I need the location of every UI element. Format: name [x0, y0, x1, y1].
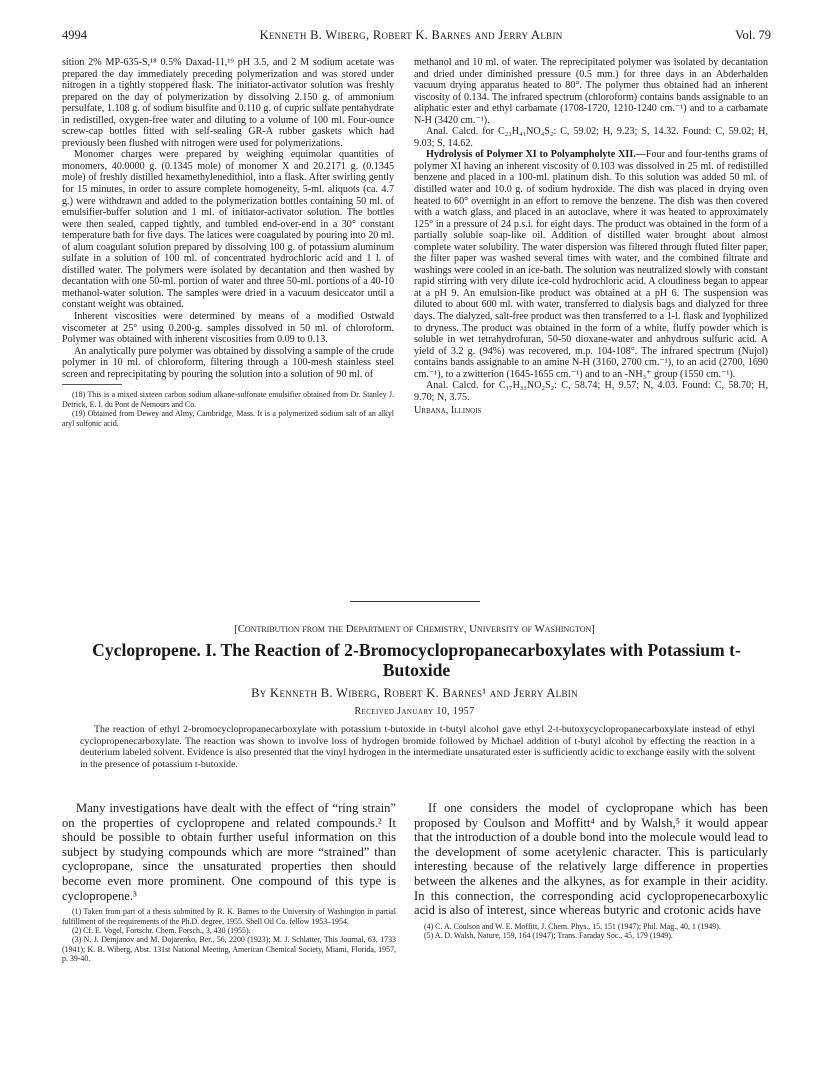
received-date: Received January 10, 1957: [354, 706, 475, 717]
volume-label: Vol. 79: [735, 28, 771, 42]
location-line: Urbana, Illinois: [414, 405, 482, 417]
running-head: [62, 28, 771, 44]
footnote: (19) Obtained from Dewey and Almy, Cambridge, Mass. It is a polymerized sodium salt of an alkyl aryl sulfonic acid.: [62, 409, 394, 428]
footnote: (3) N. J. Demjanov and M. Dojarenko, Ber., 56, 2200 (1923); M. J. Schlatter, This Journal, 63, 1733 (1941); K. B. Wiberg, Abst. 131st National Meeting, American Chemical Society, Miami, Florida, 1957, p. 39-40.: [62, 935, 396, 964]
paragraph: Many investigations have dealt with the effect of “ring strain” on the properties of cyclopropene and related compounds.² It should be possible to obtain further useful information on this subject by studying compounds which are more “strained” than cyclopropane, since the unsaturated properties then should become even more prominent. One compound of this type is cyclopropene.³: [62, 801, 396, 903]
paragraph: Inherent viscosities were determined by means of a modified Ostwald viscometer at 25° using 0.200-g. samples dissolved in 50 ml. of chloroform. Polymer was obtained with inherent viscosities from 0.09 to 0.13.: [62, 311, 394, 346]
paragraph: sition 2% MP-635-S,¹⁸ 0.5% Daxad-11,¹⁹ pH 3.5, and 2 M sodium acetate was prepared the day immediately preceding polymerization and was stored under nitrogen in a tightly stoppered flask. The initiator-activator solution was freshly prepared on the day of polymerization by dissolving 2.150 g. of ammonium persulfate, 1.108 g. of sodium bisulfite and 0.110 g. of cupric sulfate pentahydrate in redistilled, oxygen-free water and diluting to a volume of 100 ml. Four-ounce screw-cap bottles fitted with self-sealing GR-A rubber gaskets which had previously been flushed with nitrogen were used for polymerizations.: [62, 57, 394, 149]
analysis-line: Anal. Calcd. for C₁₇H₃₃NO₂S₂: C, 58.74; H, 9.57; N, 4.03. Found: C, 58.70; H, 9.70; N, 3.75.: [414, 380, 768, 403]
contribution-line: [Contribution from the Department of Chemistry, University of Washington]: [234, 623, 595, 635]
section-paragraph: [414, 149, 768, 380]
page-number: 4994: [62, 28, 87, 42]
running-head-authors: Kenneth B. Wiberg, Robert K. Barnes and Jerry Albin: [259, 28, 563, 42]
paragraph: An analytically pure polymer was obtained by dissolving a sample of the crude polymer in 10 ml. of chloroform, filtering through a 100-mesh stainless steel screen and reprecipitating by pouring the solution into a solution of 90 ml. of: [62, 345, 394, 380]
article-byline: By Kenneth B. Wiberg, Robert K. Barnes¹ and Jerry Albin: [251, 686, 578, 700]
footnote: (4) C. A. Coulson and W. E. Moffitt, J. Chem. Phys., 15, 151 (1947); Phil. Mag., 40, 1 (1949).: [424, 921, 721, 931]
footnote: (18) This is a mixed sixteen carbon sodium alkane-sulfonate emulsifier obtained from Dr. Stanley J. Detrick, E. I. du Pont de Nemours and Co.: [62, 390, 394, 409]
paragraph: Monomer charges were prepared by weighing equimolar quantities of monomers, 40.0000 g. (0.1345 mole) of monomer X and 20.2171 g. (0.1345 mole) of freshly distilled hexamethylenedithiol, into a flask. After swirling gently for 15 minutes, in order to assure complete homogeneity, 5-ml. aliquots (ca. 4.7 g.) were withdrawn and added to the polymerization bottles containing 50 ml. of emulsifier-buffer solution and 1 ml. of initiator-activator solution. The bottles were then sealed, capped tightly, and tumbled end-over-end in a 30° constant temperature bath for five days. The latices were coagulated by pouring into 20 ml. of alum coagulant solution prepared by dissolving 100 g. of potassium aluminum sulfate in a solution of 100 ml. of concentrated hydrochloric acid and 1 l. of distilled water. The polymers were isolated by decantation and then washed by decantation with one 50-ml. portion of water and three 50-ml. portions of a 40-10 methanol-water solution. The samples were dried in a vacuum desiccator until a constant weight was obtained.: [62, 149, 394, 311]
paragraph: If one considers the model of cyclopropane which has been proposed by Coulson and Moffitt⁴ and by Walsh,⁵ it would appear that the introduction of a double bond into the molecule would lead to the development of some acetylenic character. This is particularly interesting because of the relatively large difference in properties between the alkenes and the alkynes, as for example in their acidity. In this connection, the corresponding acid cyclopropenecarboxylic acid is also of interest, since whereas butyric and crotonic acids have: [414, 801, 768, 918]
prev-article-right-column: [414, 57, 768, 417]
paragraph: methanol and 10 ml. of water. The reprecipitated polymer was isolated by decantation and dried under diminished pressure (0.5 mm.) for three days in an Abderhalden vacuum drying apparatus heated to 80°. The polymer thus obtained had an inherent viscosity of 0.134. The infrared spectrum (chloroform) contains bands assignable to an aliphatic ester and ethyl carbamate (1708-1720, 1210-1240 cm.⁻¹) and to a carbamate N-H (3420 cm.⁻¹).: [414, 57, 768, 126]
footnote: (1) Taken from part of a thesis submitted by R. K. Barnes to the University of Washington in partial fulfillment of the requirements of the Ph.D. degree, 1955. Shell Oil Co. fellow 1953–1954.: [62, 907, 396, 926]
section-heading: Hydrolysis of Polymer XI to Polyampholyte XII.—: [426, 149, 646, 161]
abstract: The reaction of ethyl 2-bromocyclopropanecarboxylate with potassium t-butoxide in t-butyl alcohol gave ethyl 2-t-butoxycyclopropanecarboxylate instead of ethyl cyclopropenecarboxylate. The reaction was shown to involve loss of hydrogen bromide followed by Michael addition of t-butyl alcohol by effecting the reaction in a deuterium labeled solvent. Evidence is also presented that the vinyl hydrogen in the intermediate unsaturated ester is sufficiently acidic to exchange easily with the solvent in the presence of potassium t-butoxide.: [80, 724, 755, 770]
footnote-rule: [62, 384, 122, 385]
body-right-column: [414, 801, 768, 941]
prev-article-left-column: [62, 57, 394, 428]
analysis-line: Anal. Calcd. for C₂₃H₄₁NO₄S₂: C, 59.02; H, 9.23; S, 14.32. Found: C, 59.02; H, 9.03; S, 14.62.: [414, 126, 768, 149]
section-text: Four and four-tenths grams of polymer XI having an inherent viscosity of 0.103 was dissolved in 25 ml. of redistilled benzene and placed in a 100-ml. platinum dish. To this solution was added 50 ml. of distilled water and 10.0 g. of sodium hydroxide. The dish was placed in drying oven heated to 60° overnight in an effort to remove the benzene. The dish was then covered with a watch glass, and placed in an autoclave, where it was heated to approximately 125° in a pressure of 24 p.s.i. for eight days. The product was obtained in the form of a partially soluble soap-like oil. Addition of distilled water brought about almost complete water solubility. The water dispersion was filtered through fluted filter paper, the filter paper was washed several times with water, and the combined filtrate and washings were cooled in an ice-bath. The solution was neutralized slowly with constant rapid stirring with very dilute ice-cold hydrochloric acid. A cloudiness began to appear at a pH 9. An emulsion-like product was obtained at a pH 6. The suspension was diluted to about 600 ml. with water, transferred to dialysis bags and dialyzed for three days. The dialyzed, salt-free product was then transferred to a 1-l. flask and lyophilized to dryness. The product was obtained in the form of a white, fluffy powder which is soluble in wet tetrahydrofuran, 50-50 dioxane-water and anhydrous sulfuric acid. A yield of 3.2 g. (94%) was recovered, m.p. 104-108°. The infrared spectrum (Nujol) contains bands assignable to an amine N-H (3160, 2700 cm.⁻¹), to an acid (2700, 1690 cm.⁻¹), to a zwitterion (1645-1655 cm.⁻¹) and to an -NH₃⁺ group (1550 cm.⁻¹).: [414, 149, 768, 380]
article-title: Cyclopropene. I. The Reaction of 2-Bromocyclopropanecarboxylates with Potassium t-Butoxide: [92, 640, 741, 680]
footnote: (2) Cf. E. Vogel, Fortschr. Chem. Forsch., 3, 430 (1955).: [72, 925, 251, 935]
article-divider: [350, 601, 480, 602]
footnote: (5) A. D. Walsh, Nature, 159, 164 (1947); Trans. Faraday Soc., 45, 179 (1949).: [424, 931, 673, 941]
body-left-column: [62, 801, 396, 964]
